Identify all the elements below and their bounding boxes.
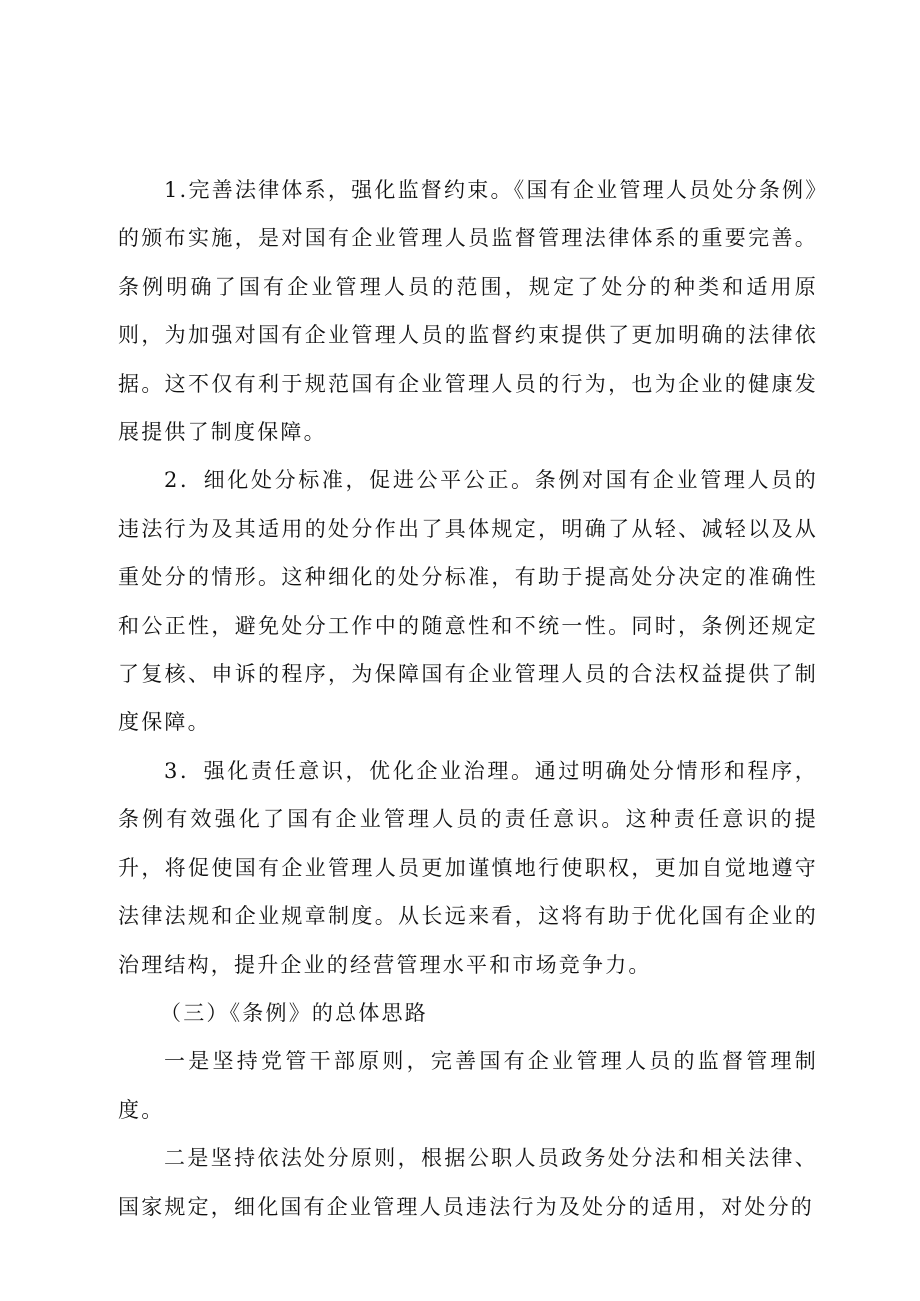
point-2: 二是坚持依法处分原则，根据公职人员政务处分法和相关法律、国家规定，细化国有企业管理人员违法行为及处分的适用，对处分的: [118, 1146, 818, 1219]
document-body: [118, 166, 818, 1231]
point-1: 一是坚持党管干部原则，完善国有企业管理人员的监督管理制度。: [118, 1049, 818, 1122]
section-heading: （三）《条例》的总体思路: [160, 1000, 428, 1025]
paragraph-3: 3．强化责任意识，优化企业治理。通过明确处分情形和程序，条例有效强化了国有企业管理人员的责任意识。这种责任意识的提升，将促使国有企业管理人员更加谨慎地行使职权，更加自觉地遵守法律法规和企业规章制度。从长远来看，这将有助于优化国有企业的治理结构，提升企业的经营管理水平和市场竞争力。: [118, 758, 818, 977]
paragraph-1: 1.完善法律体系，强化监督约束。《国有企业管理人员处分条例》的颁布实施，是对国有企业管理人员监督管理法律体系的重要完善。条例明确了国有企业管理人员的范围，规定了处分的种类和适用原则，为加强对国有企业管理人员的监督约束提供了更加明确的法律依据。这不仅有利于规范国有企业管理人员的行为，也为企业的健康发展提供了制度保障。: [118, 178, 818, 445]
paragraph-2: 2．细化处分标准，促进公平公正。条例对国有企业管理人员的违法行为及其适用的处分作出了具体规定，明确了从轻、减轻以及从重处分的情形。这种细化的处分标准，有助于提高处分决定的准确性和公正性，避免处分工作中的随意性和不统一性。同时，条例还规定了复核、申诉的程序，为保障国有企业管理人员的合法权益提供了制度保障。: [118, 468, 818, 735]
